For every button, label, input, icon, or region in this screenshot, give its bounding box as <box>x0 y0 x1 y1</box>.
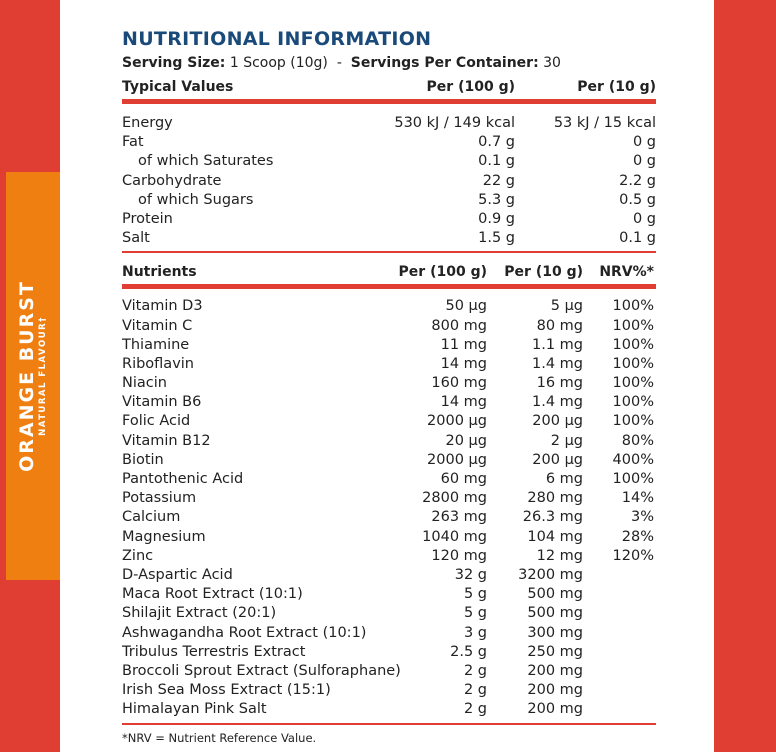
nutrient-row-label: Vitamin B12 <box>122 432 211 449</box>
nutrient-row-per100: 800 mg <box>431 317 487 334</box>
nutrient-row <box>122 624 656 643</box>
serving-info <box>122 52 656 74</box>
nutrient-row <box>122 355 656 374</box>
nutrient-row-per10: 1.4 mg <box>532 394 583 411</box>
nutrient-row <box>122 681 656 700</box>
nutrient-row-per100: 263 mg <box>431 509 487 526</box>
nutrient-row-per100: 2 g <box>463 662 487 679</box>
nutrient-row-label: Vitamin B6 <box>122 394 202 411</box>
typical-row-label: Fat <box>122 134 144 151</box>
nutrient-row-per10: 2 µg <box>550 432 583 449</box>
typical-row-per100: 22 g <box>482 172 515 189</box>
nutrient-row <box>122 297 656 316</box>
typical-row-label: Carbohydrate <box>122 172 222 189</box>
nutrient-row-per100: 2000 µg <box>427 413 487 430</box>
serving-size-label: Serving Size: <box>122 55 226 71</box>
servings-value: 30 <box>543 55 561 71</box>
typical-row-label: of which Saturates <box>138 153 274 170</box>
nutrient-row <box>122 374 656 393</box>
nutrient-row-per100: 3 g <box>463 624 487 641</box>
typical-row <box>122 210 656 229</box>
nutrient-row-per100: 2800 mg <box>422 490 487 507</box>
nutrient-row-label: Irish Sea Moss Extract (15:1) <box>122 682 331 699</box>
nutrient-row <box>122 604 656 623</box>
nutrient-row-per10: 250 mg <box>527 643 583 660</box>
nutrient-row-per10: 500 mg <box>527 605 583 622</box>
nutrient-row-label: Himalayan Pink Salt <box>122 701 267 718</box>
nutrient-row-label: Shilajit Extract (20:1) <box>122 605 277 622</box>
nutrient-row-nrv: 100% <box>612 471 654 487</box>
nutrient-row <box>122 317 656 336</box>
typical-row <box>122 191 656 210</box>
nutrient-row-per10: 1.1 mg <box>532 336 583 353</box>
typical-header-label: Typical Values <box>122 79 234 95</box>
typical-row <box>122 152 656 171</box>
nutrient-row <box>122 489 656 508</box>
nutrients-header <box>122 263 656 281</box>
nutrient-row <box>122 412 656 431</box>
typical-values-header <box>122 78 656 96</box>
nutrition-panel <box>122 26 656 745</box>
flavour-subtitle: NATURAL FLAVOUR† <box>38 316 48 436</box>
nutrient-row <box>122 643 656 662</box>
nutrient-row-nrv: 100% <box>612 317 654 334</box>
nutrient-row-per10: 12 mg <box>536 547 583 564</box>
nutrient-row-nrv: 100% <box>612 394 654 411</box>
typical-row <box>122 114 656 133</box>
typical-header-per100: Per (100 g) <box>426 79 515 95</box>
nutrient-row-per100: 14 mg <box>440 394 487 411</box>
nutrient-row-per100: 20 µg <box>445 432 487 449</box>
nutrient-row-label: Zinc <box>122 547 154 564</box>
nutrient-row-label: Riboflavin <box>122 355 194 372</box>
nutrient-row-per100: 2 g <box>463 701 487 718</box>
nutrient-row-per10: 80 mg <box>536 317 583 334</box>
nutrient-row-per100: 2 g <box>463 682 487 699</box>
nutrient-row-nrv: 100% <box>612 375 654 392</box>
typical-row-label: Protein <box>122 210 173 227</box>
nutrient-row-label: Vitamin C <box>122 317 193 334</box>
typical-bottom-rule <box>122 251 656 253</box>
nutrient-row-per10: 6 mg <box>545 471 583 487</box>
typical-row-per100: 530 kJ / 149 kcal <box>394 115 515 131</box>
nutrient-row <box>122 700 656 719</box>
typical-row-per10: 0 g <box>632 210 656 227</box>
serving-separator: - <box>336 55 342 71</box>
nutrient-row-nrv: 3% <box>630 509 654 526</box>
typical-values-table <box>122 114 656 248</box>
nutrients-header-bar <box>122 284 656 289</box>
nutrient-row <box>122 451 656 470</box>
typical-row-per10: 2.2 g <box>619 172 656 189</box>
nutrient-row <box>122 432 656 451</box>
nutrient-row-per10: 1.4 mg <box>532 355 583 372</box>
nutrient-row-per10: 500 mg <box>527 586 583 603</box>
nutrient-row-per10: 5 µg <box>550 298 583 315</box>
nutrient-row-nrv: 100% <box>612 298 654 315</box>
typical-row-per10: 53 kJ / 15 kcal <box>553 115 656 131</box>
nutrient-row-per100: 1040 mg <box>422 528 487 545</box>
nutrient-row <box>122 336 656 355</box>
serving-size-value: 1 Scoop (10g) <box>229 55 328 71</box>
nrv-footnote: *NRV = Nutrient Reference Value. <box>122 731 317 746</box>
nutrient-row <box>122 393 656 412</box>
nutrient-row-per10: 26.3 mg <box>522 509 583 526</box>
nutrient-row-nrv: 100% <box>612 355 654 372</box>
nutrient-row-nrv: 120% <box>612 547 654 564</box>
nutrient-row-nrv: 28% <box>621 528 654 545</box>
nutrient-row-label: Folic Acid <box>122 413 191 430</box>
nutrient-row-label: Magnesium <box>122 528 206 545</box>
typical-row-per100: 0.1 g <box>478 153 515 170</box>
nutrient-row-per10: 200 mg <box>527 662 583 679</box>
nutrient-row-per100: 2000 µg <box>427 451 487 468</box>
flavour-label <box>17 280 49 472</box>
typical-row-per10: 0.5 g <box>619 191 656 208</box>
nutrient-row-label: Vitamin D3 <box>122 298 203 315</box>
nutrient-row-label: Tribulus Terrestris Extract <box>122 643 306 660</box>
nutrient-row-per10: 200 µg <box>532 451 583 468</box>
typical-row-label: Salt <box>122 230 150 247</box>
nutrient-row <box>122 470 656 489</box>
typical-row-label: Energy <box>122 115 173 131</box>
nutrients-table <box>122 297 656 719</box>
nutrient-row <box>122 547 656 566</box>
panel-title: NUTRITIONAL INFORMATION <box>122 28 432 50</box>
nutrient-row-per10: 3200 mg <box>518 566 583 583</box>
nutrients-header-per10: Per (10 g) <box>504 264 583 281</box>
typical-row-per100: 1.5 g <box>478 230 515 247</box>
nutrient-row-per100: 60 mg <box>440 471 487 487</box>
nutrient-row-per100: 2.5 g <box>450 643 487 660</box>
flavour-name: ORANGE BURST <box>16 280 38 472</box>
nutrient-row <box>122 585 656 604</box>
typical-row-per10: 0.1 g <box>619 230 656 247</box>
nutrients-header-nrv: NRV%* <box>599 264 654 281</box>
nutrient-row <box>122 566 656 585</box>
typical-row-label: of which Sugars <box>138 191 254 208</box>
nutrient-row <box>122 508 656 527</box>
typical-row <box>122 133 656 152</box>
right-brand-stripe <box>714 0 776 752</box>
nutrients-header-label: Nutrients <box>122 264 197 281</box>
nutrient-row-per10: 300 mg <box>527 624 583 641</box>
nutrients-bottom-rule <box>122 723 656 725</box>
nutrient-row-nrv: 14% <box>621 490 654 507</box>
typical-row-per100: 0.9 g <box>478 210 515 227</box>
typical-row-per10: 0 g <box>632 153 656 170</box>
nutrient-row-per100: 50 µg <box>445 298 487 315</box>
nutrient-row-per100: 120 mg <box>431 547 487 564</box>
nutrient-row-label: Biotin <box>122 451 164 468</box>
nutrients-header-per100: Per (100 g) <box>398 264 487 281</box>
nutrient-row-per10: 280 mg <box>527 490 583 507</box>
nutrient-row-label: Potassium <box>122 490 197 507</box>
nutrient-row-per100: 11 mg <box>440 336 487 353</box>
nutrient-row-label: Ashwagandha Root Extract (10:1) <box>122 624 367 641</box>
nutrient-row-per100: 5 g <box>463 586 487 603</box>
servings-label: Servings Per Container: <box>350 55 539 71</box>
nutrient-row-per10: 200 mg <box>527 701 583 718</box>
typical-header-per10: Per (10 g) <box>577 79 656 95</box>
typical-row-per100: 5.3 g <box>478 191 515 208</box>
nutrient-row-nrv: 400% <box>612 451 654 468</box>
nutrient-row-nrv: 80% <box>621 432 654 449</box>
nutrient-row-per100: 14 mg <box>440 355 487 372</box>
nutrient-row-nrv: 100% <box>612 336 654 353</box>
nutrient-row-per10: 200 mg <box>527 682 583 699</box>
typical-row <box>122 172 656 191</box>
nutrient-row <box>122 662 656 681</box>
nutrient-row-nrv: 100% <box>612 413 654 430</box>
nutrient-row-label: Maca Root Extract (10:1) <box>122 586 303 603</box>
nutrient-row-per10: 16 mg <box>536 375 583 392</box>
nutrient-row-label: Thiamine <box>122 336 190 353</box>
nutrient-row-label: D-Aspartic Acid <box>122 566 233 583</box>
nutrient-row-per10: 200 µg <box>532 413 583 430</box>
nutrient-row-per10: 104 mg <box>527 528 583 545</box>
nutrient-row-label: Broccoli Sprout Extract (Sulforaphane) <box>122 662 401 679</box>
nutrient-row-per100: 160 mg <box>431 375 487 392</box>
nutrient-row-per100: 32 g <box>454 566 487 583</box>
nutrient-row-label: Niacin <box>122 375 167 392</box>
typical-row-per10: 0 g <box>632 134 656 151</box>
nutrient-row-label: Pantothenic Acid <box>122 471 244 487</box>
nutrient-row-label: Calcium <box>122 509 181 526</box>
typical-row <box>122 229 656 248</box>
nutrient-row-per100: 5 g <box>463 605 487 622</box>
typical-header-bar <box>122 99 656 104</box>
nutrient-row <box>122 528 656 547</box>
typical-row-per100: 0.7 g <box>478 134 515 151</box>
